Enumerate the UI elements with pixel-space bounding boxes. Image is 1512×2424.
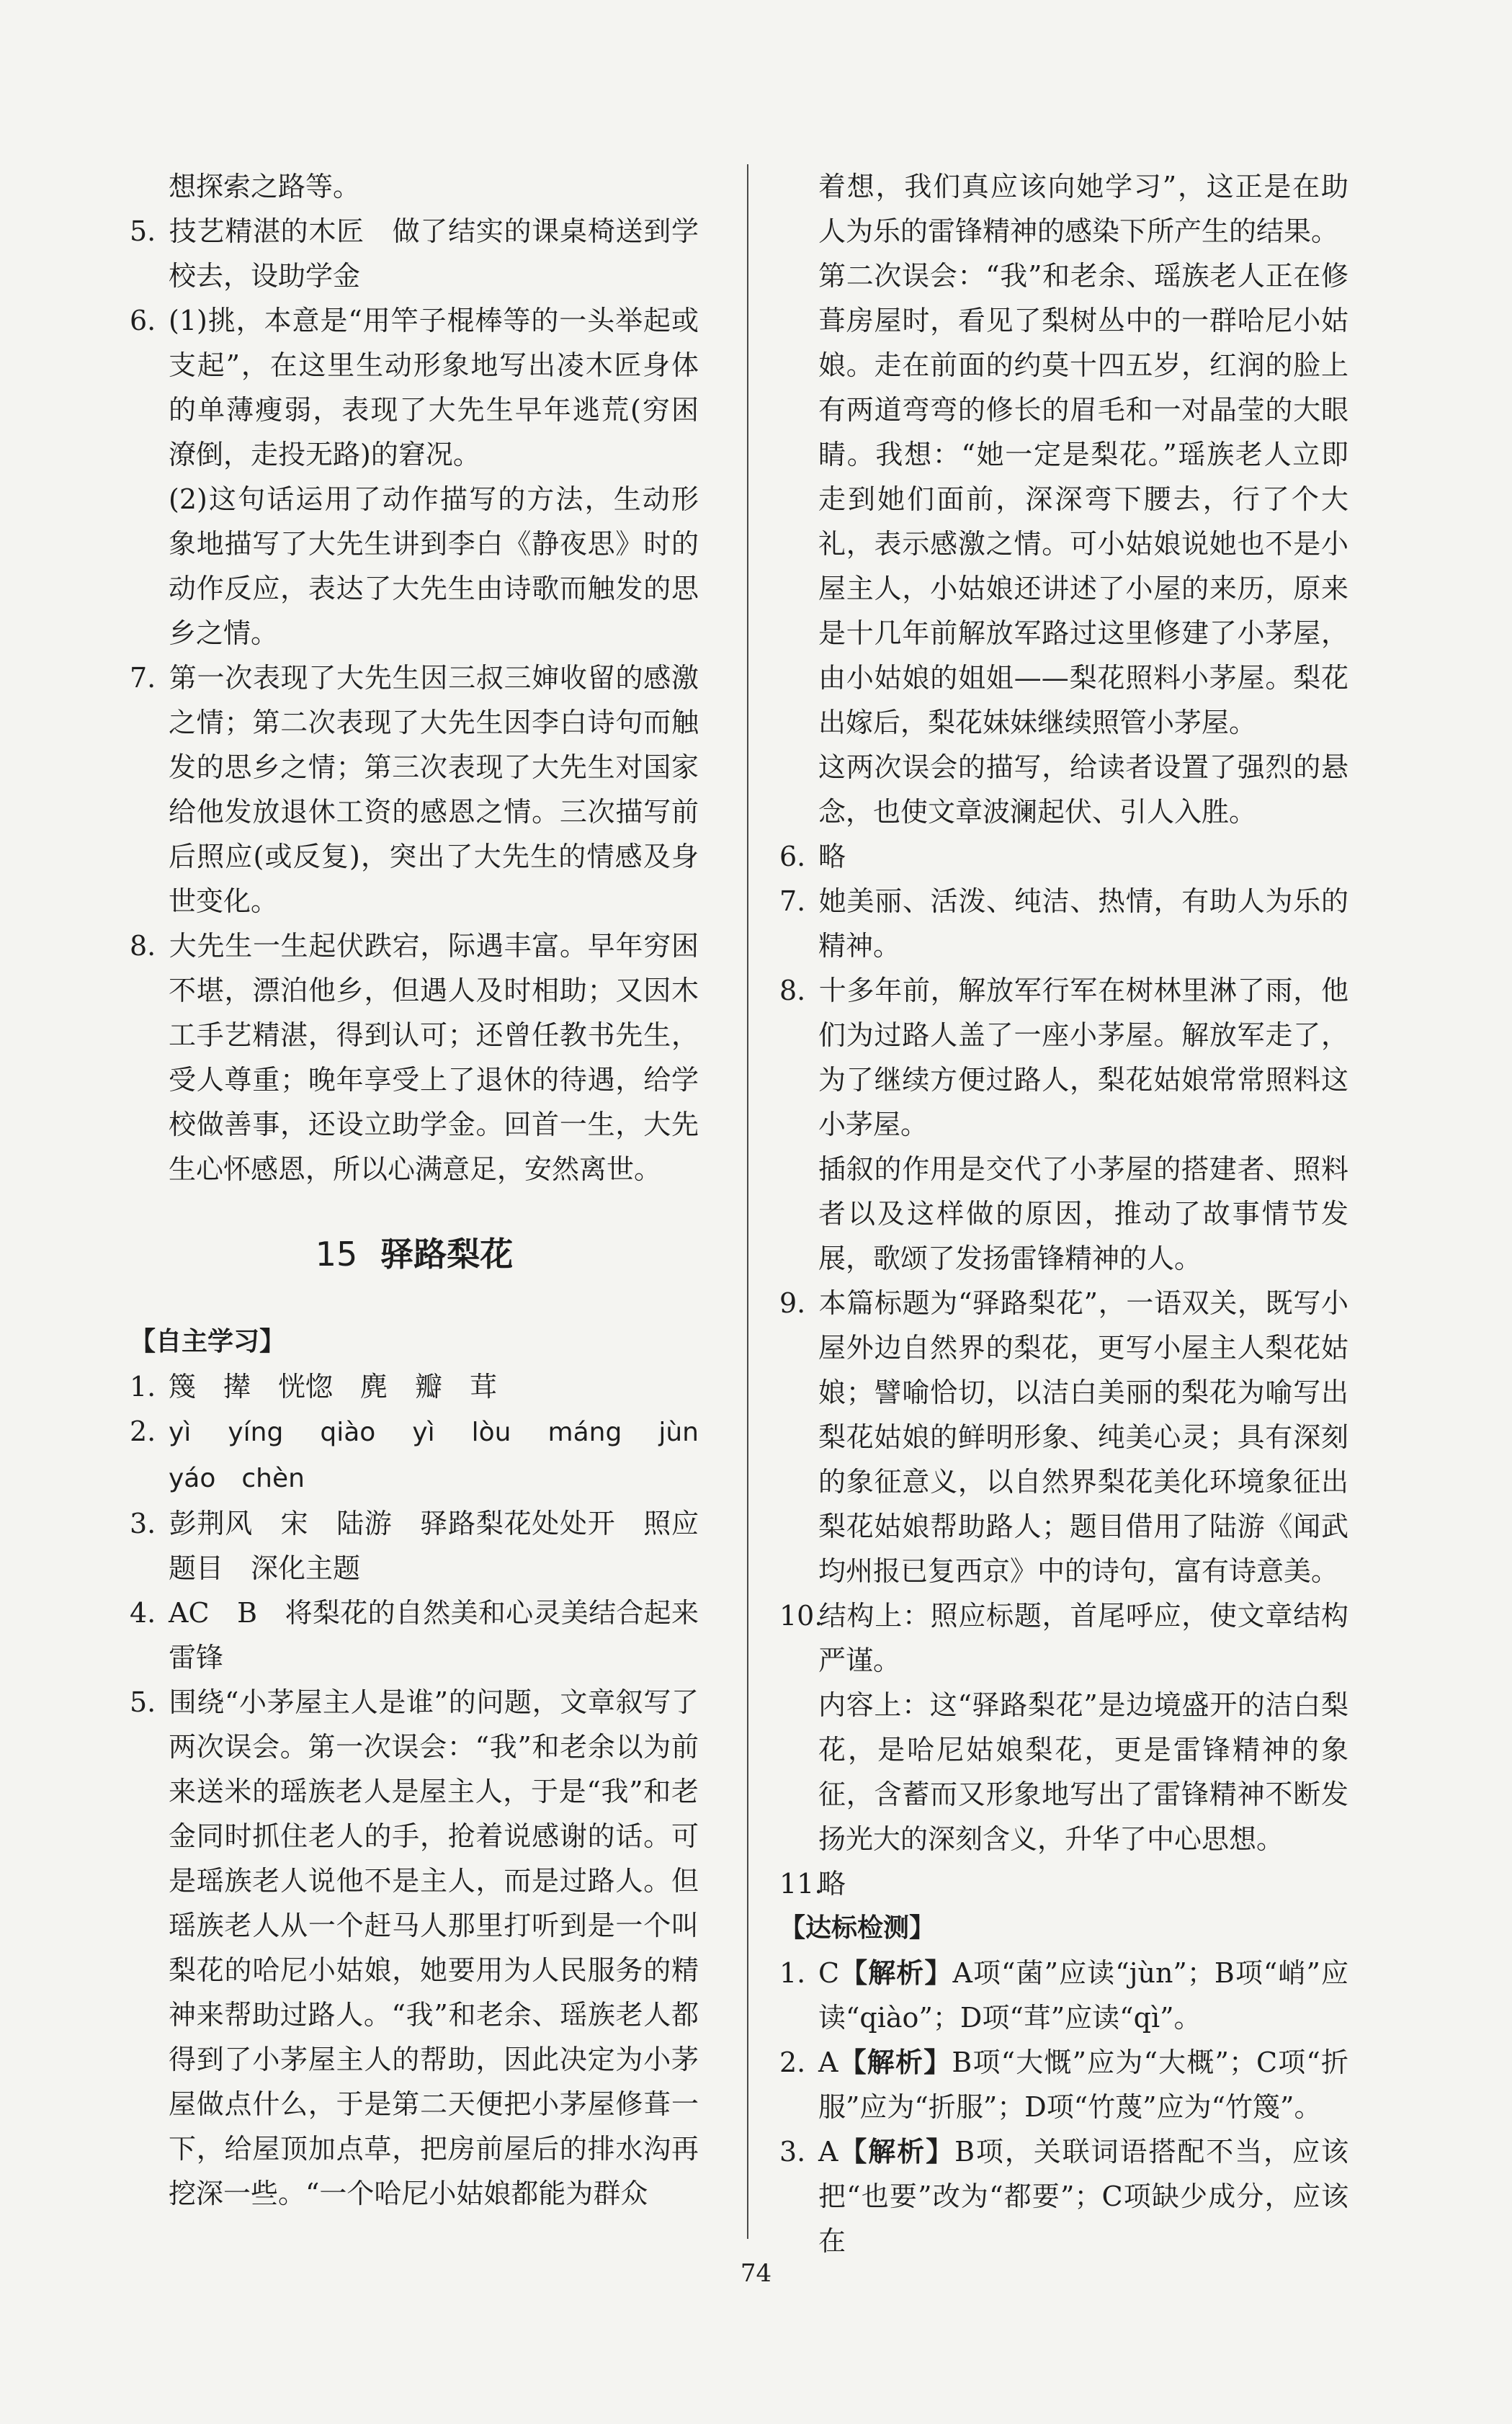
answer-text: yì yíng qiào yì lòu máng jùn yáo chèn — [169, 1418, 725, 1493]
answer-number: 2. — [130, 1416, 156, 1447]
answer-text: 围绕“小茅屋主人是谁”的问题，文章叙写了两次误会。第一次误会：“我”和老余以为前来送米的瑶族老人是屋主人，于是“我”和老金同时抓住老人的手，抢着说感谢的话。可是瑶族老人说他不是主人，而是过路人。但瑶族老人从一个赶马人那里打听到是一个叫梨花的哈尼小姑娘，她要用为人民服务的精神来帮助过路人。“我”和老余、瑶族老人都得到了小茅屋主人的帮助，因此决定为小茅屋做点什么，于是第二天便把小茅屋修葺一下，给屋顶加点草，把房前屋后的排水沟再挖深一些。“一个哈尼小姑娘都能为群众 — [169, 1686, 699, 2209]
answer-r8b — [779, 1147, 1348, 1281]
answer-b2 — [130, 1409, 725, 1501]
answer-text: 第一次表现了大先生因三叔三婶收留的感激之情；第二次表现了大先生因李白诗句而触发的思乡之情；第三次表现了大先生对国家给他发放退休工资的感恩之情。三次描写前后照应(或反复)，突出了大先生的情感及身世变化。 — [169, 662, 699, 917]
left-column — [130, 164, 727, 2216]
answer-text: 这两次误会的描写，给读者设置了强烈的悬念，也使文章波澜起伏、引人入胜。 — [818, 751, 1348, 828]
answer-number: 6. — [130, 305, 156, 336]
answer-text: 想探索之路等。 — [169, 171, 361, 202]
right-column — [779, 164, 1348, 2263]
answer-l7 — [130, 656, 699, 923]
section-title: 驿路梨花 — [380, 1235, 514, 1274]
answer-number: 8. — [130, 930, 156, 962]
subhead-self-study: 【自主学习】 — [130, 1327, 286, 1356]
answer-b5 — [130, 1680, 699, 2216]
answer-text: B项，关联词语搭配不当，应该把“也要”改为“都要”；C项缺少成分，应该在 — [818, 2136, 1348, 2257]
answer-number: 9. — [779, 1287, 806, 1319]
answer-text: (2)这句话运用了动作描写的方法，生动形象地描写了大先生讲到李白《静夜思》时的动作反应，表达了大先生由诗歌而触发的思乡之情。 — [169, 483, 699, 649]
answer-d2 — [779, 2040, 1348, 2129]
answer-text: AC B 将梨花的自然美和心灵美结合起来 雷锋 — [169, 1597, 727, 1673]
answer-number: 3. — [130, 1508, 156, 1539]
answer-number: 10. — [779, 1600, 823, 1632]
answer-number: 5. — [130, 215, 156, 247]
answer-d1 — [779, 1951, 1348, 2040]
answer-text: 略 — [818, 1868, 846, 1900]
answer-l6a — [130, 298, 699, 477]
answer-number: 4. — [130, 1597, 156, 1629]
answer-choice: C — [818, 1957, 840, 1989]
left-answers-top — [130, 164, 699, 1191]
answer-choice: A — [818, 2047, 838, 2078]
answer-l8 — [130, 923, 699, 1191]
answer-number: 1. — [779, 1957, 806, 1989]
answer-text: B项“大慨”应为“大概”；C项“折服”应为“折服”；D项“竹蔑”应为“竹篾”。 — [818, 2047, 1348, 2123]
answer-l6b — [130, 477, 699, 656]
answer-l5 — [130, 209, 699, 298]
answer-r9 — [779, 1281, 1348, 1593]
answer-number: 7. — [779, 885, 806, 917]
answer-r8a — [779, 968, 1348, 1147]
answer-text: 着想，我们真应该向她学习”，这正是在助人为乐的雷锋精神的感染下所产生的结果。 — [818, 171, 1348, 247]
section-heading — [130, 1229, 699, 1279]
left-answers-bottom — [130, 1364, 727, 2216]
answer-r5b — [779, 254, 1348, 745]
answer-text: 十多年前，解放军行军在树林里淋了雨，他们为过路人盖了一座小茅屋。解放军走了，为了继续方便过路人，梨花姑娘常常照料这小茅屋。 — [818, 975, 1348, 1140]
answer-text: 本篇标题为“驿路梨花”，一语双关，既写小屋外边自然界的梨花，更写小屋主人梨花姑娘；譬喻恰切，以洁白美丽的梨花为喻写出梨花姑娘的鲜明形象、纯美心灵；具有深刻的象征意义，以自然界梨花美化环境象征出梨花姑娘帮助路人；题目借用了陆游《闻武均州报已复西京》中的诗句，富有诗意美。 — [818, 1287, 1348, 1587]
answer-text: 插叙的作用是交代了小茅屋的搭建者、照料者以及这样做的原因，推动了故事情节发展，歌颂了发扬雷锋精神的人。 — [818, 1153, 1348, 1274]
page-number: 74 — [740, 2259, 772, 2288]
answer-r10a — [779, 1593, 1348, 1683]
analysis-tag: 【解析】 — [839, 1957, 953, 1989]
answer-number: 8. — [779, 975, 806, 1006]
analysis-tag: 【解析】 — [838, 2047, 952, 2078]
answer-text: 结构上：照应标题，首尾呼应，使文章结构严谨。 — [818, 1600, 1348, 1676]
answer-number: 1. — [130, 1371, 156, 1403]
answer-r10b — [779, 1683, 1348, 1861]
answer-r11 — [779, 1861, 1348, 1906]
answer-text: A项“菌”应读“jùn”；B项“峭”应读“qiào”；D项“茸”应读“qì”。 — [818, 1957, 1348, 2034]
answer-choice: A — [818, 2136, 838, 2168]
answer-d3 — [779, 2129, 1348, 2263]
right-answers-bottom — [779, 1951, 1348, 2263]
answer-text: 技艺精湛的木匠 做了结实的课桌椅送到学校去，设助学金 — [169, 215, 699, 292]
answer-r5c — [779, 745, 1348, 834]
subhead-standard-test: 【达标检测】 — [779, 1913, 936, 1943]
answer-b1 — [130, 1364, 699, 1409]
answer-b3 — [130, 1501, 699, 1591]
answer-number: 7. — [130, 662, 156, 694]
answer-text: (1)挑，本意是“用竿子棍棒等的一头举起或支起”，在这里生动形象地写出凌木匠身体的单薄瘦弱，表现了大先生早年逃荒(穷困潦倒，走投无路)的窘况。 — [169, 305, 699, 470]
answer-text: 她美丽、活泼、纯洁、热情，有助人为乐的精神。 — [818, 885, 1348, 962]
answer-text: 略 — [818, 841, 846, 872]
answer-number: 3. — [779, 2136, 806, 2168]
analysis-tag: 【解析】 — [838, 2136, 955, 2168]
answer-text: 篾 撵 恍惚 麂 瓣 茸 — [169, 1371, 498, 1403]
answer-number: 5. — [130, 1686, 156, 1718]
answer-text: 第二次误会：“我”和老余、瑶族老人正在修葺房屋时，看见了梨树丛中的一群哈尼小姑娘。走在前面的约莫十四五岁，红润的脸上有两道弯弯的修长的眉毛和一对晶莹的大眼睛。我想：“她一定是梨花。”瑶族老人立即走到她们面前，深深弯下腰去，行了个大礼，表示感激之情。可小姑娘说她也不是小屋主人，小姑娘还讲述了小屋的来历，原来是十几年前解放军路过这里修建了小茅屋，由小姑娘的姐姐——梨花照料小茅屋。梨花出嫁后，梨花妹妹继续照管小茅屋。 — [818, 260, 1348, 738]
answer-number: 6. — [779, 841, 806, 872]
answer-number: 2. — [779, 2047, 806, 2078]
answer-text: 大先生一生起伏跌宕，际遇丰富。早年穷困不堪，漂泊他乡，但遇人及时相助；又因木工手艺精湛，得到认可；还曾任教书先生，受人尊重；晚年享受上了退休的待遇，给学校做善事，还设立助学金。回首一生，大先生心怀感恩，所以心满意足，安然离世。 — [169, 930, 699, 1185]
column-divider — [747, 164, 748, 2239]
answer-number: 11. — [779, 1868, 823, 1900]
answer-b4 — [130, 1591, 727, 1680]
answer-r5a — [779, 164, 1348, 254]
right-answers-top — [779, 164, 1348, 1906]
section-number: 15 — [315, 1235, 358, 1274]
answer-text: 内容上：这“驿路梨花”是边境盛开的洁白梨花，是哈尼姑娘梨花，更是雷锋精神的象征，含蓄而又形象地写出了雷锋精神不断发扬光大的深刻含义，升华了中心思想。 — [818, 1689, 1348, 1855]
answer-r6 — [779, 834, 1348, 879]
answer-r7 — [779, 879, 1348, 968]
answer-text: 彭荆风 宋 陆游 驿路梨花处处开 照应题目 深化主题 — [169, 1508, 699, 1584]
answer-l0 — [130, 164, 699, 209]
